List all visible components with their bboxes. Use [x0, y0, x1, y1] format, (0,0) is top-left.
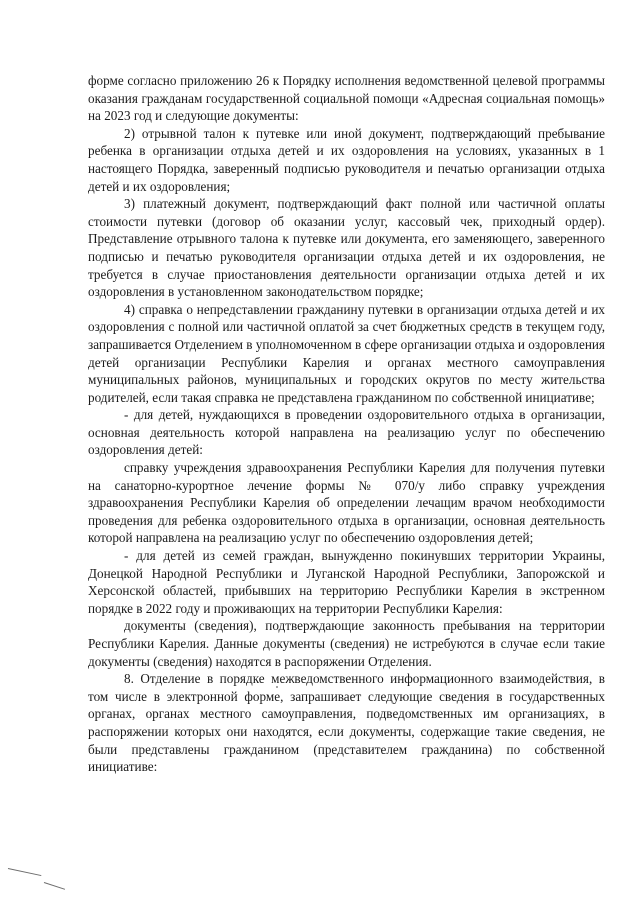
document-body [88, 72, 605, 776]
paragraph-item-4: 4) справка о непредставлении гражданину путевки в организации отдыха детей и их оздоровления с полной или частичной оплатой за счет бюджетных средств в текущем году, запрашивается Отделением в уполномоченном в сфере организации отдыха и оздоровления детей организации Республики Карелия и органах местного самоуправления муниципальных районов, муниципальных и городских округов по месту жительства родителей, если такая справка не представлена гражданином по собственной инициативе; [88, 301, 605, 405]
scan-artifact-line [44, 882, 65, 890]
paragraph-continuation: форме согласно приложению 26 к Порядку исполнения ведомственной целевой программы оказания гражданам государственной социальной помощи «Адресная социальная помощь» на 2023 год и следующие документы: [88, 73, 605, 124]
paragraph-displaced-families: - для детей из семей граждан, вынужденно покинувших территории Украины, Донецкой Народной Республики и Луганской Народной Республики, Запорожской и Херсонской областей, прибывших на территорию Республики Карелия в экстренном порядке в 2022 году и проживающих на территории Республики Карелия: [88, 548, 605, 616]
paragraph-health-children: - для детей, нуждающихся в проведении оздоровительного отдыха в организации, основная деятельность которой направлена на реализацию услуг по обеспечению оздоровления детей: [88, 407, 605, 458]
paragraph-residency-documents: документы (сведения), подтверждающие законность пребывания на территории Республики Карелия. Данные документы (сведения) не истребуются в случае если такие документы (сведения) находятся в распоряжении Отделения. [88, 618, 605, 669]
paragraph-item-3: 3) платежный документ, подтверждающий факт полной или частичной оплаты стоимости путевки (договор об оказании услуг, кассовый чек, приходный ордер). Представление отрывного талона к путевке или документа, его заменяющего, заверенного подписью и печатью руководителя организации отдыха детей и их оздоровления, не требуется в случае приостановления деятельности организации отдыха детей и их оздоровления в установленном законодательством порядке; [88, 196, 605, 300]
scan-artifact-dot [276, 686, 278, 688]
scan-artifact-line [8, 868, 41, 876]
paragraph-item-2: 2) отрывной талон к путевке или иной документ, подтверждающий пребывание ребенка в организации отдыха детей и их оздоровления на условиях, указанных в 1 настоящего Порядка, заверенный подписью руководителя и печатью организации отдыха детей и их оздоровления; [88, 125, 605, 194]
paragraph-section-8: 8. Отделение в порядке межведомственного информационного взаимодействия, в том числе в электронной форме, запрашивает следующие сведения в государственных органах, органах местного самоуправления, подведомственных им организациях, в распоряжении которых они находятся, если документы, содержащие такие сведения, не были представлены гражданином (представителем гражданина) по собственной инициативе: [88, 671, 605, 775]
paragraph-health-certificate: справку учреждения здравоохранения Республики Карелия для получения путевки на санаторно-курортное лечение формы № 070/у либо справку учреждения здравоохранения Республики Карелия об определении лечащим врачом необходимости проведения для ребенка оздоровительного отдыха в организации, основная деятельность которой направлена на реализацию услуг по обеспечению оздоровления детей; [88, 460, 605, 546]
